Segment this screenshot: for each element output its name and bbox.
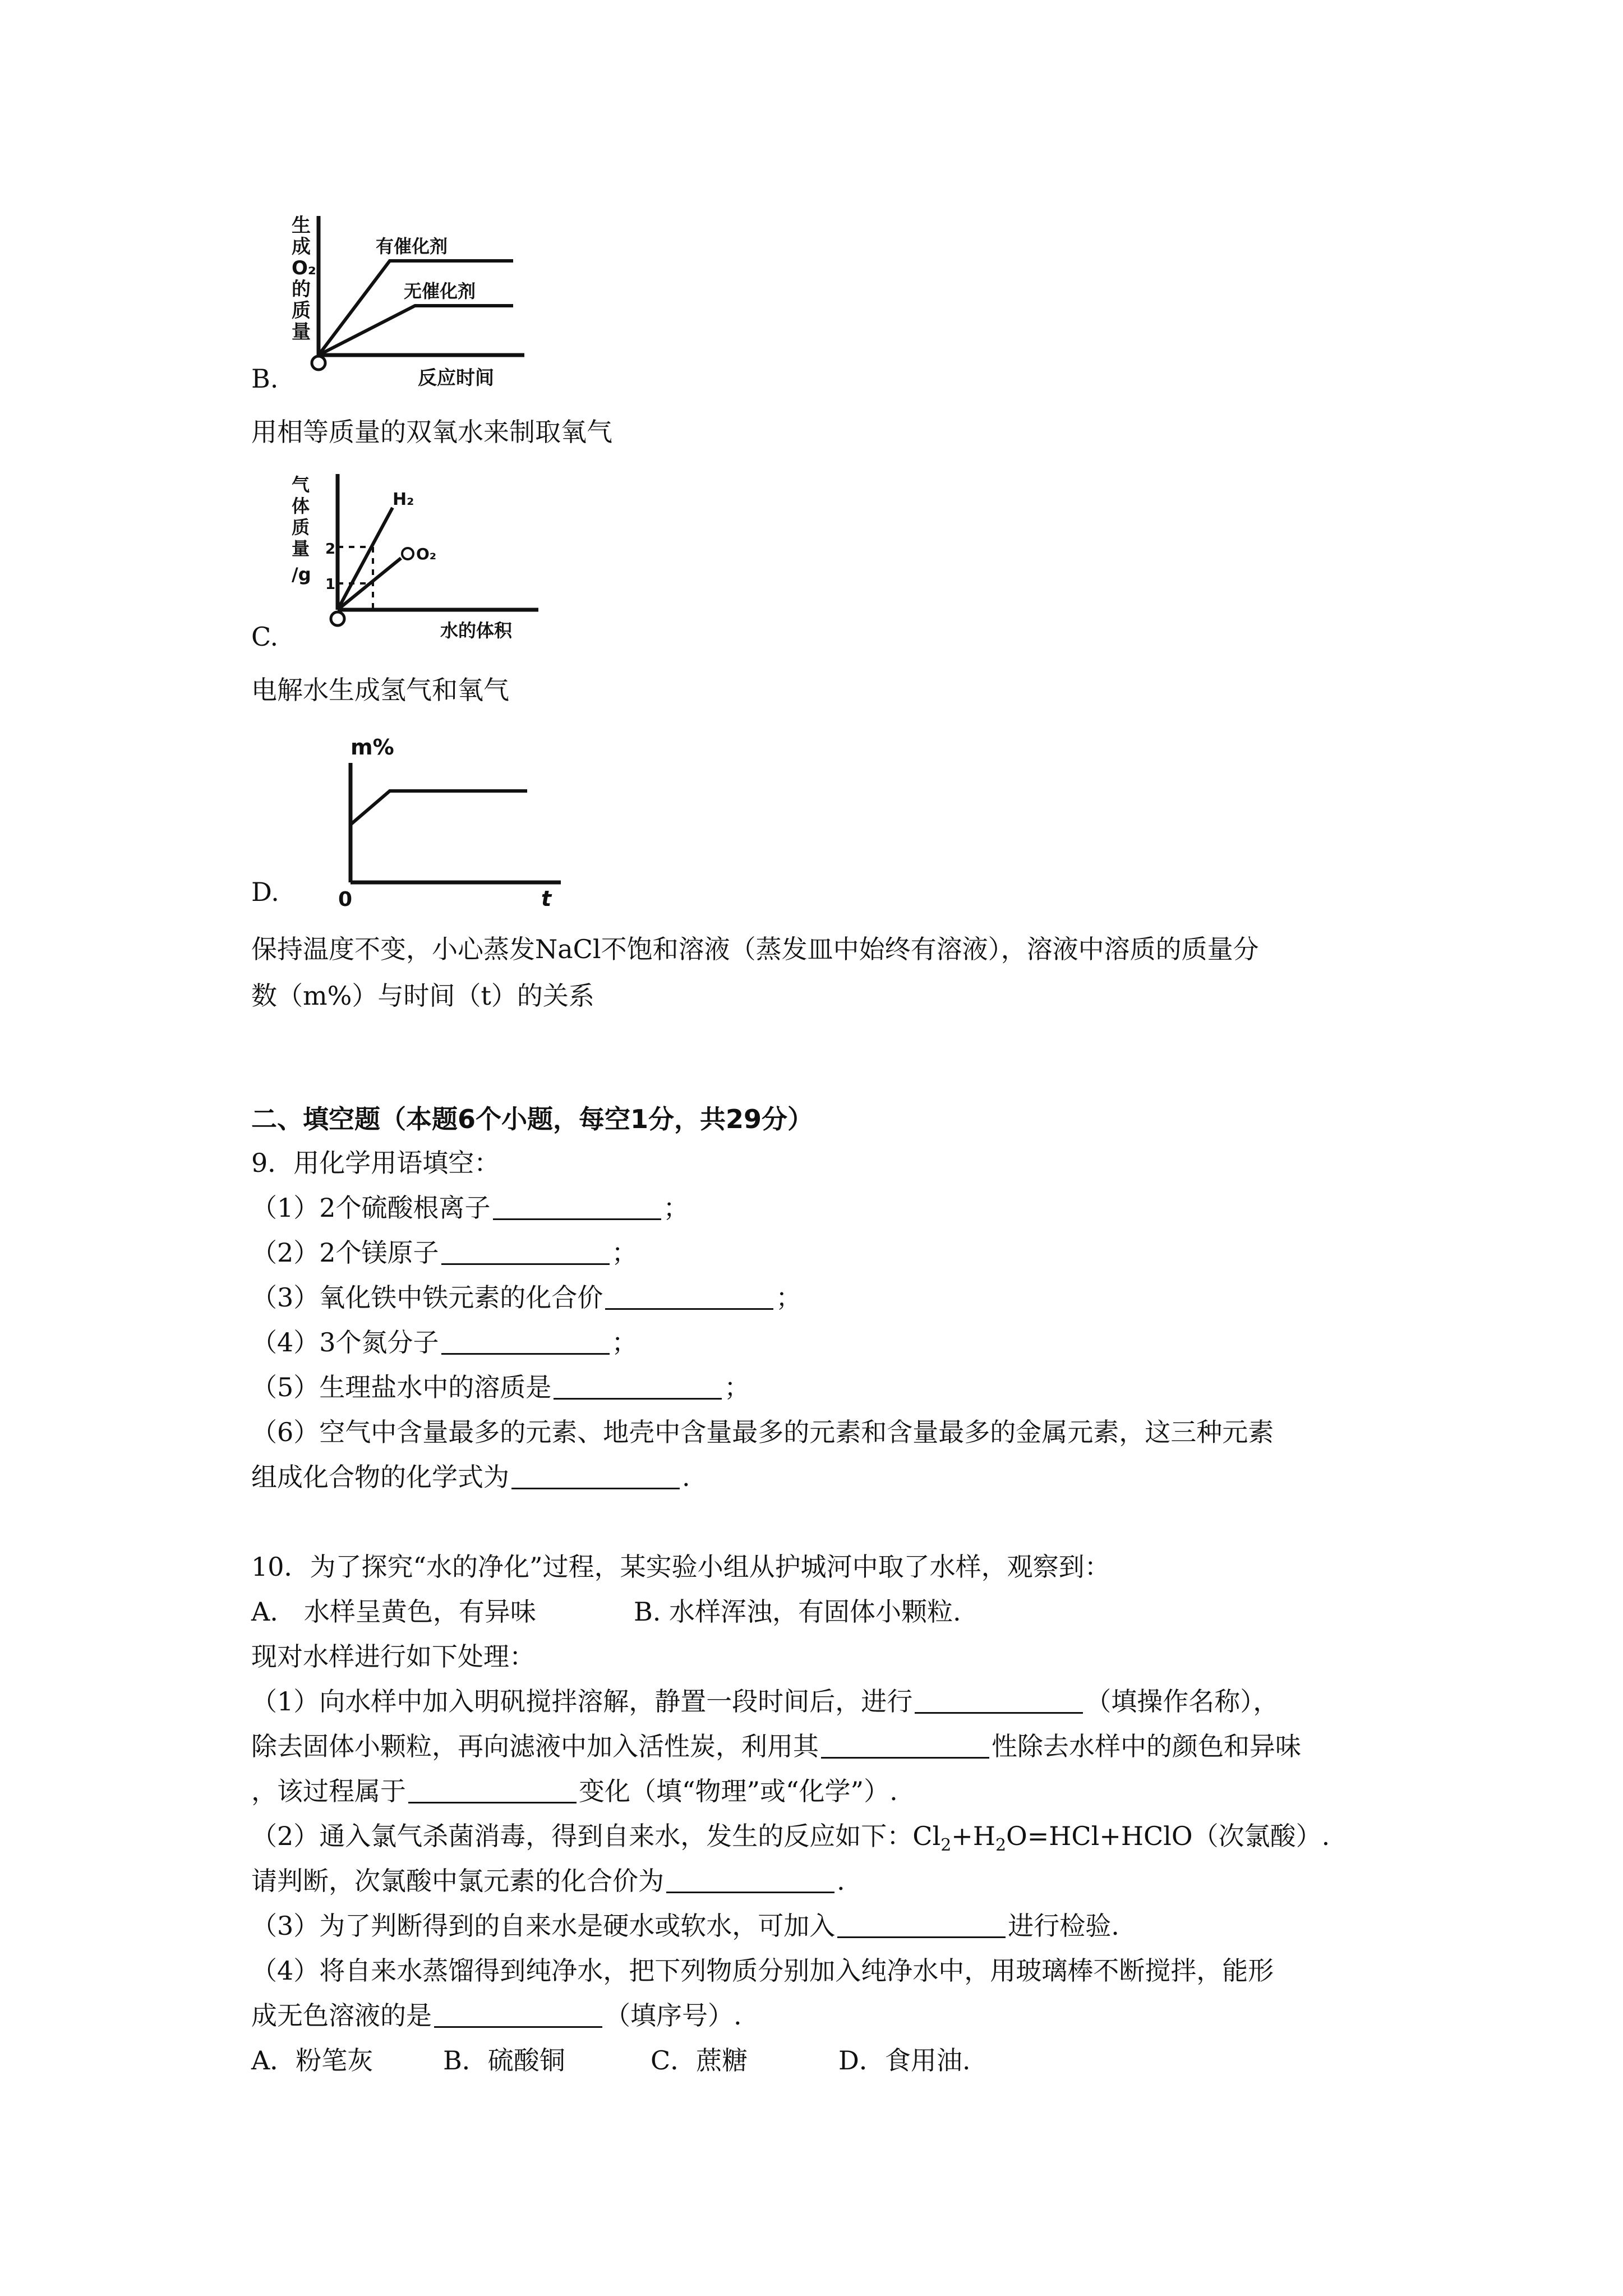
answer-blank[interactable] bbox=[434, 2001, 602, 2028]
answer-blank[interactable] bbox=[441, 1239, 610, 1265]
figure-c-series-h2 bbox=[338, 508, 393, 610]
q10-choice-c: C．蔗糖 bbox=[651, 2045, 748, 2076]
q10-part3: （3）为了判断得到的自来水是硬水或软水，可加入 进行检验. bbox=[251, 1911, 1119, 1941]
option-c-letter: C. bbox=[251, 622, 279, 652]
figure-b-origin-mark bbox=[312, 356, 325, 370]
figure-b-label-no-catalyst: 无催化剂 bbox=[404, 280, 476, 302]
figure-b-y-axis-label bbox=[292, 214, 316, 343]
q10-part4-line2: 成无色溶液的是 （填序号）. bbox=[251, 2000, 742, 2031]
figure-b-series-no-catalyst bbox=[319, 306, 513, 355]
q9-item6-line2: 组成化合物的化学式为 . bbox=[251, 1462, 690, 1492]
q10-part1-line1: （1）向水样中加入明矾搅拌溶解，静置一段时间后，进行 （填操作名称）， bbox=[251, 1686, 1279, 1717]
answer-blank[interactable] bbox=[554, 1373, 722, 1400]
q9-item: （3）氧化铁中铁元素的化合价 ； bbox=[251, 1282, 802, 1313]
option-b-letter: B. bbox=[251, 364, 279, 394]
q9-item: （4）3个氮分子 ； bbox=[251, 1327, 638, 1358]
svg-text:的: 的 bbox=[292, 278, 311, 301]
option-d-letter: D. bbox=[251, 877, 279, 907]
svg-text:气: 气 bbox=[292, 474, 310, 495]
answer-blank[interactable] bbox=[915, 1687, 1083, 1714]
answer-blank[interactable] bbox=[605, 1283, 773, 1310]
q9-item6-line1: （6）空气中含量最多的元素、地壳中含量最多的元素和含量最多的金属元素，这三种元素 bbox=[251, 1417, 1274, 1447]
figure-c-tick-2: 2 bbox=[325, 541, 336, 558]
figure-c-origin-mark bbox=[331, 612, 344, 625]
svg-text:成: 成 bbox=[292, 236, 311, 258]
q9-item: （1）2个硫酸根离子 ； bbox=[251, 1193, 689, 1223]
q10-part2-line2: 请判断，次氯酸中氯元素的化合价为 . bbox=[251, 1866, 845, 1896]
answer-blank[interactable] bbox=[511, 1463, 680, 1489]
svg-text:/g: /g bbox=[292, 564, 311, 585]
q10-observation-a: A. 水样呈黄色，有异味 bbox=[251, 1596, 536, 1627]
q9-item: （5）生理盐水中的溶质是 ； bbox=[251, 1372, 750, 1402]
option-b-caption: 用相等质量的双氧水来制取氧气 bbox=[251, 417, 612, 447]
svg-text:量: 量 bbox=[292, 538, 310, 559]
svg-text:质: 质 bbox=[292, 300, 311, 322]
q10-part1-line3: ，该过程属于 变化（填“物理”或“化学”）. bbox=[251, 1776, 898, 1806]
svg-text:质: 质 bbox=[292, 517, 310, 538]
option-d-caption-line1: 保持温度不变，小心蒸发NaCl不饱和溶液（蒸发皿中始终有溶液），溶液中溶质的质量分 bbox=[251, 934, 1259, 964]
figure-c-x-axis-label: 水的体积 bbox=[440, 620, 513, 641]
figure-c-y-axis-label bbox=[292, 474, 311, 585]
figure-c-o2-marker bbox=[402, 548, 413, 559]
figure-c-tick-1: 1 bbox=[325, 576, 336, 593]
svg-text:生: 生 bbox=[292, 214, 311, 237]
figure-c-series-o2 bbox=[338, 558, 401, 610]
figure-b-x-axis-label: 反应时间 bbox=[418, 367, 494, 389]
section-heading: 二、填空题（本题6个小题，每空1分，共29分） bbox=[251, 1104, 814, 1134]
q10-part2-line1: （2）通入氯气杀菌消毒，得到自来水，发生的反应如下：$Cl_2+H_2O=HCl+HClO$（次氯酸）. bbox=[251, 1821, 1330, 1856]
q10-observation-b: B. 水样浑浊，有固体小颗粒. bbox=[634, 1596, 961, 1627]
q9-stem: 9．用化学用语填空： bbox=[251, 1148, 500, 1178]
answer-blank[interactable] bbox=[408, 1777, 577, 1803]
svg-text:体: 体 bbox=[292, 495, 310, 517]
answer-blank[interactable] bbox=[666, 1867, 834, 1893]
q10-choice-a: A．粉笔灰 bbox=[251, 2045, 374, 2076]
q10-stem: 10．为了探究“水的净化”过程，某实验小组从护城河中取了水样，观察到： bbox=[251, 1552, 1110, 1582]
answer-blank[interactable] bbox=[837, 1912, 1006, 1938]
svg-text:O₂: O₂ bbox=[292, 257, 316, 279]
figure-b-catalyst-graph bbox=[292, 216, 527, 390]
figure-b-label-catalyst: 有催化剂 bbox=[376, 236, 448, 257]
figure-d-y-axis-label: m% bbox=[351, 735, 394, 760]
answer-blank[interactable] bbox=[821, 1732, 989, 1759]
figure-d-mass-fraction-graph bbox=[334, 732, 569, 911]
q9-item: （2）2个镁原子 ； bbox=[251, 1237, 638, 1268]
figure-d-x-axis-label: t bbox=[541, 886, 552, 911]
figure-c-electrolysis-graph bbox=[292, 474, 544, 648]
q10-part1-line2: 除去固体小颗粒，再向滤液中加入活性炭，利用其 性除去水样中的颜色和异味 bbox=[251, 1731, 1301, 1761]
answer-blank[interactable] bbox=[441, 1328, 610, 1355]
figure-c-label-o2: O₂ bbox=[416, 545, 437, 563]
q10-choice-d: D．食用油. bbox=[838, 2045, 971, 2076]
figure-d-origin-label: 0 bbox=[338, 888, 353, 911]
q10-choice-b: B．硫酸铜 bbox=[443, 2045, 565, 2076]
figure-d-series-line bbox=[351, 791, 527, 825]
option-d-caption-line2: 数（m%）与时间（t）的关系 bbox=[251, 981, 594, 1011]
figure-c-label-h2: H₂ bbox=[393, 490, 414, 509]
q10-part4-line1: （4）将自来水蒸馏得到纯净水，把下列物质分别加入纯净水中，用玻璃棒不断搅拌，能形 bbox=[251, 1955, 1274, 1986]
q10-process-intro: 现对水样进行如下处理： bbox=[251, 1641, 535, 1672]
answer-blank[interactable] bbox=[493, 1194, 661, 1220]
svg-text:量: 量 bbox=[292, 321, 311, 343]
option-c-caption: 电解水生成氢气和氧气 bbox=[251, 675, 509, 705]
